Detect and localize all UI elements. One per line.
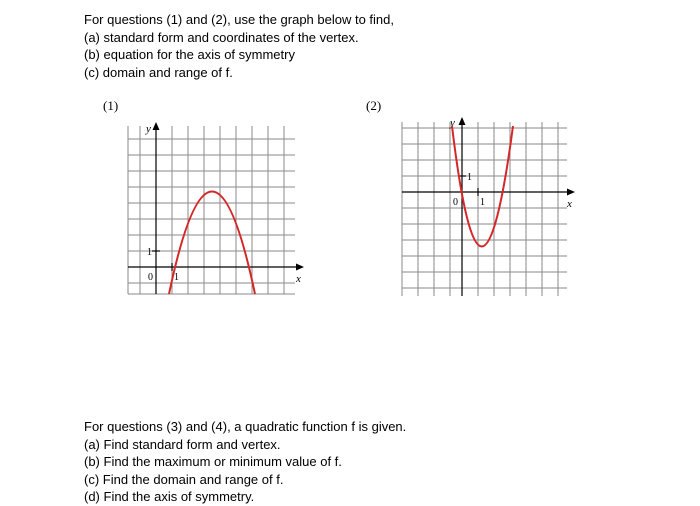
graph-1-grid [128, 126, 295, 294]
intro-line: (c) domain and range of f. [84, 64, 233, 80]
graph-1-y-label: y [146, 123, 151, 135]
graph-2-label: (2) [366, 98, 382, 113]
graph-2 [402, 117, 575, 296]
outro-instructions [84, 418, 406, 506]
graph-1-x-tick-label: 1 [174, 272, 179, 283]
graph-2-y-arrow [459, 117, 466, 125]
graph-1-x-arrow [296, 264, 304, 271]
intro-line: For questions (1) and (2), use the graph below to find, [84, 12, 395, 27]
graph-2-y-label: y [450, 117, 455, 129]
graph-2-x-tick-label: 1 [480, 197, 485, 208]
outro-line: (a) Find standard form and vertex. [84, 436, 281, 452]
graph-2-x-label: x [567, 198, 572, 210]
intro-line: (b) equation for the axis of symmetry [84, 47, 295, 62]
graph-2-origin-label: 0 [453, 197, 458, 208]
intro-line: (a) standard form and coordinates of the vertex. [84, 29, 359, 45]
graph-1-x-label: x [296, 273, 301, 285]
outro-line: For questions (3) and (4), a quadratic function f is given. [84, 419, 407, 434]
outro-line: (d) Find the axis of symmetry. [84, 489, 255, 504]
graph-1-y-tick-label: 1 [147, 247, 152, 258]
graph-2-y-tick-label: 1 [467, 172, 472, 183]
graph-2-grid [402, 122, 567, 296]
graph-1-parabola [169, 192, 255, 295]
graph-2-x-arrow [567, 189, 575, 196]
graph-1-origin-label: 0 [148, 272, 153, 283]
graph-1-y-arrow [153, 122, 160, 130]
graph-1 [128, 122, 304, 294]
outro-line: (c) Find the domain and range of f. [84, 471, 284, 487]
outro-line: (b) Find the maximum or minimum value of f. [84, 454, 342, 469]
graph-1-label: (1) [103, 98, 119, 113]
